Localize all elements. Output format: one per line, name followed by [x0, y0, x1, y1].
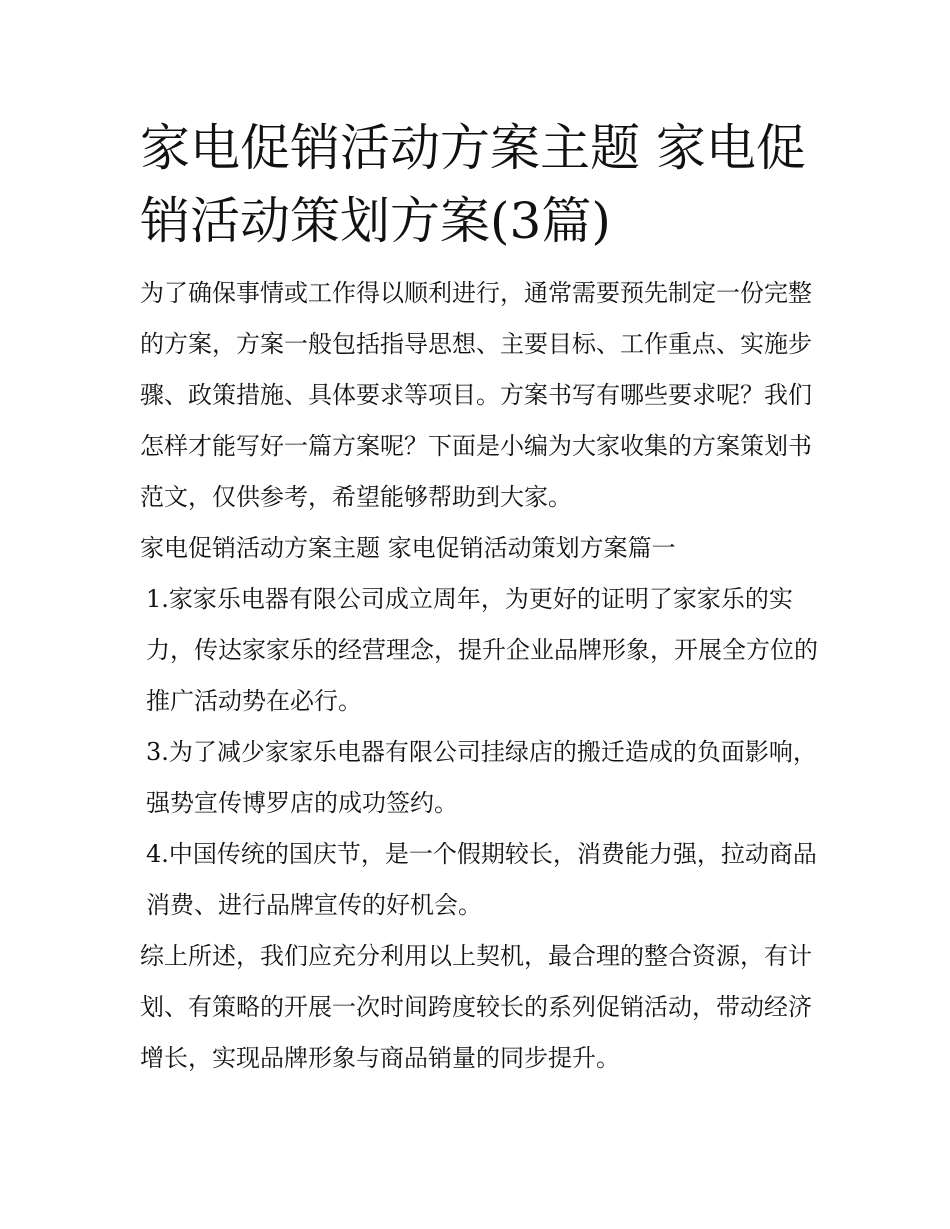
list-item-1: 1.家家乐电器有限公司成立周年，为更好的证明了家家乐的实力，传达家家乐的经营理念，提升企业品牌形象，开展全方位的推广活动势在必行。	[146, 585, 818, 715]
document-page	[140, 112, 820, 1084]
document-title: 家电促销活动方案主题 家电促销活动策划方案(3篇)	[140, 119, 806, 250]
section-heading: 家电促销活动方案主题 家电促销活动策划方案篇一	[140, 534, 676, 562]
summary-paragraph: 综上所述，我们应充分利用以上契机，最合理的整合资源，有计划、有策略的开展一次时间跨度较长的系列促销活动，带动经济增长，实现品牌形象与商品销量的同步提升。	[140, 942, 812, 1072]
intro-paragraph: 为了确保事情或工作得以顺利进行，通常需要预先制定一份完整的方案，方案一般包括指导思想、主要目标、工作重点、实施步骤、政策措施、具体要求等项目。方案书写有哪些要求呢？我们怎样才能写好一篇方案呢？下面是小编为大家收集的方案策划书范文，仅供参考，希望能够帮助到大家。	[140, 279, 812, 511]
list-item-3: 3.为了减少家家乐电器有限公司挂绿店的搬迁造成的负面影响，强势宣传博罗店的成功签约。	[146, 738, 817, 817]
list-item-4: 4.中国传统的国庆节，是一个假期较长，消费能力强，拉动商品消费、进行品牌宣传的好机会。	[146, 840, 817, 919]
